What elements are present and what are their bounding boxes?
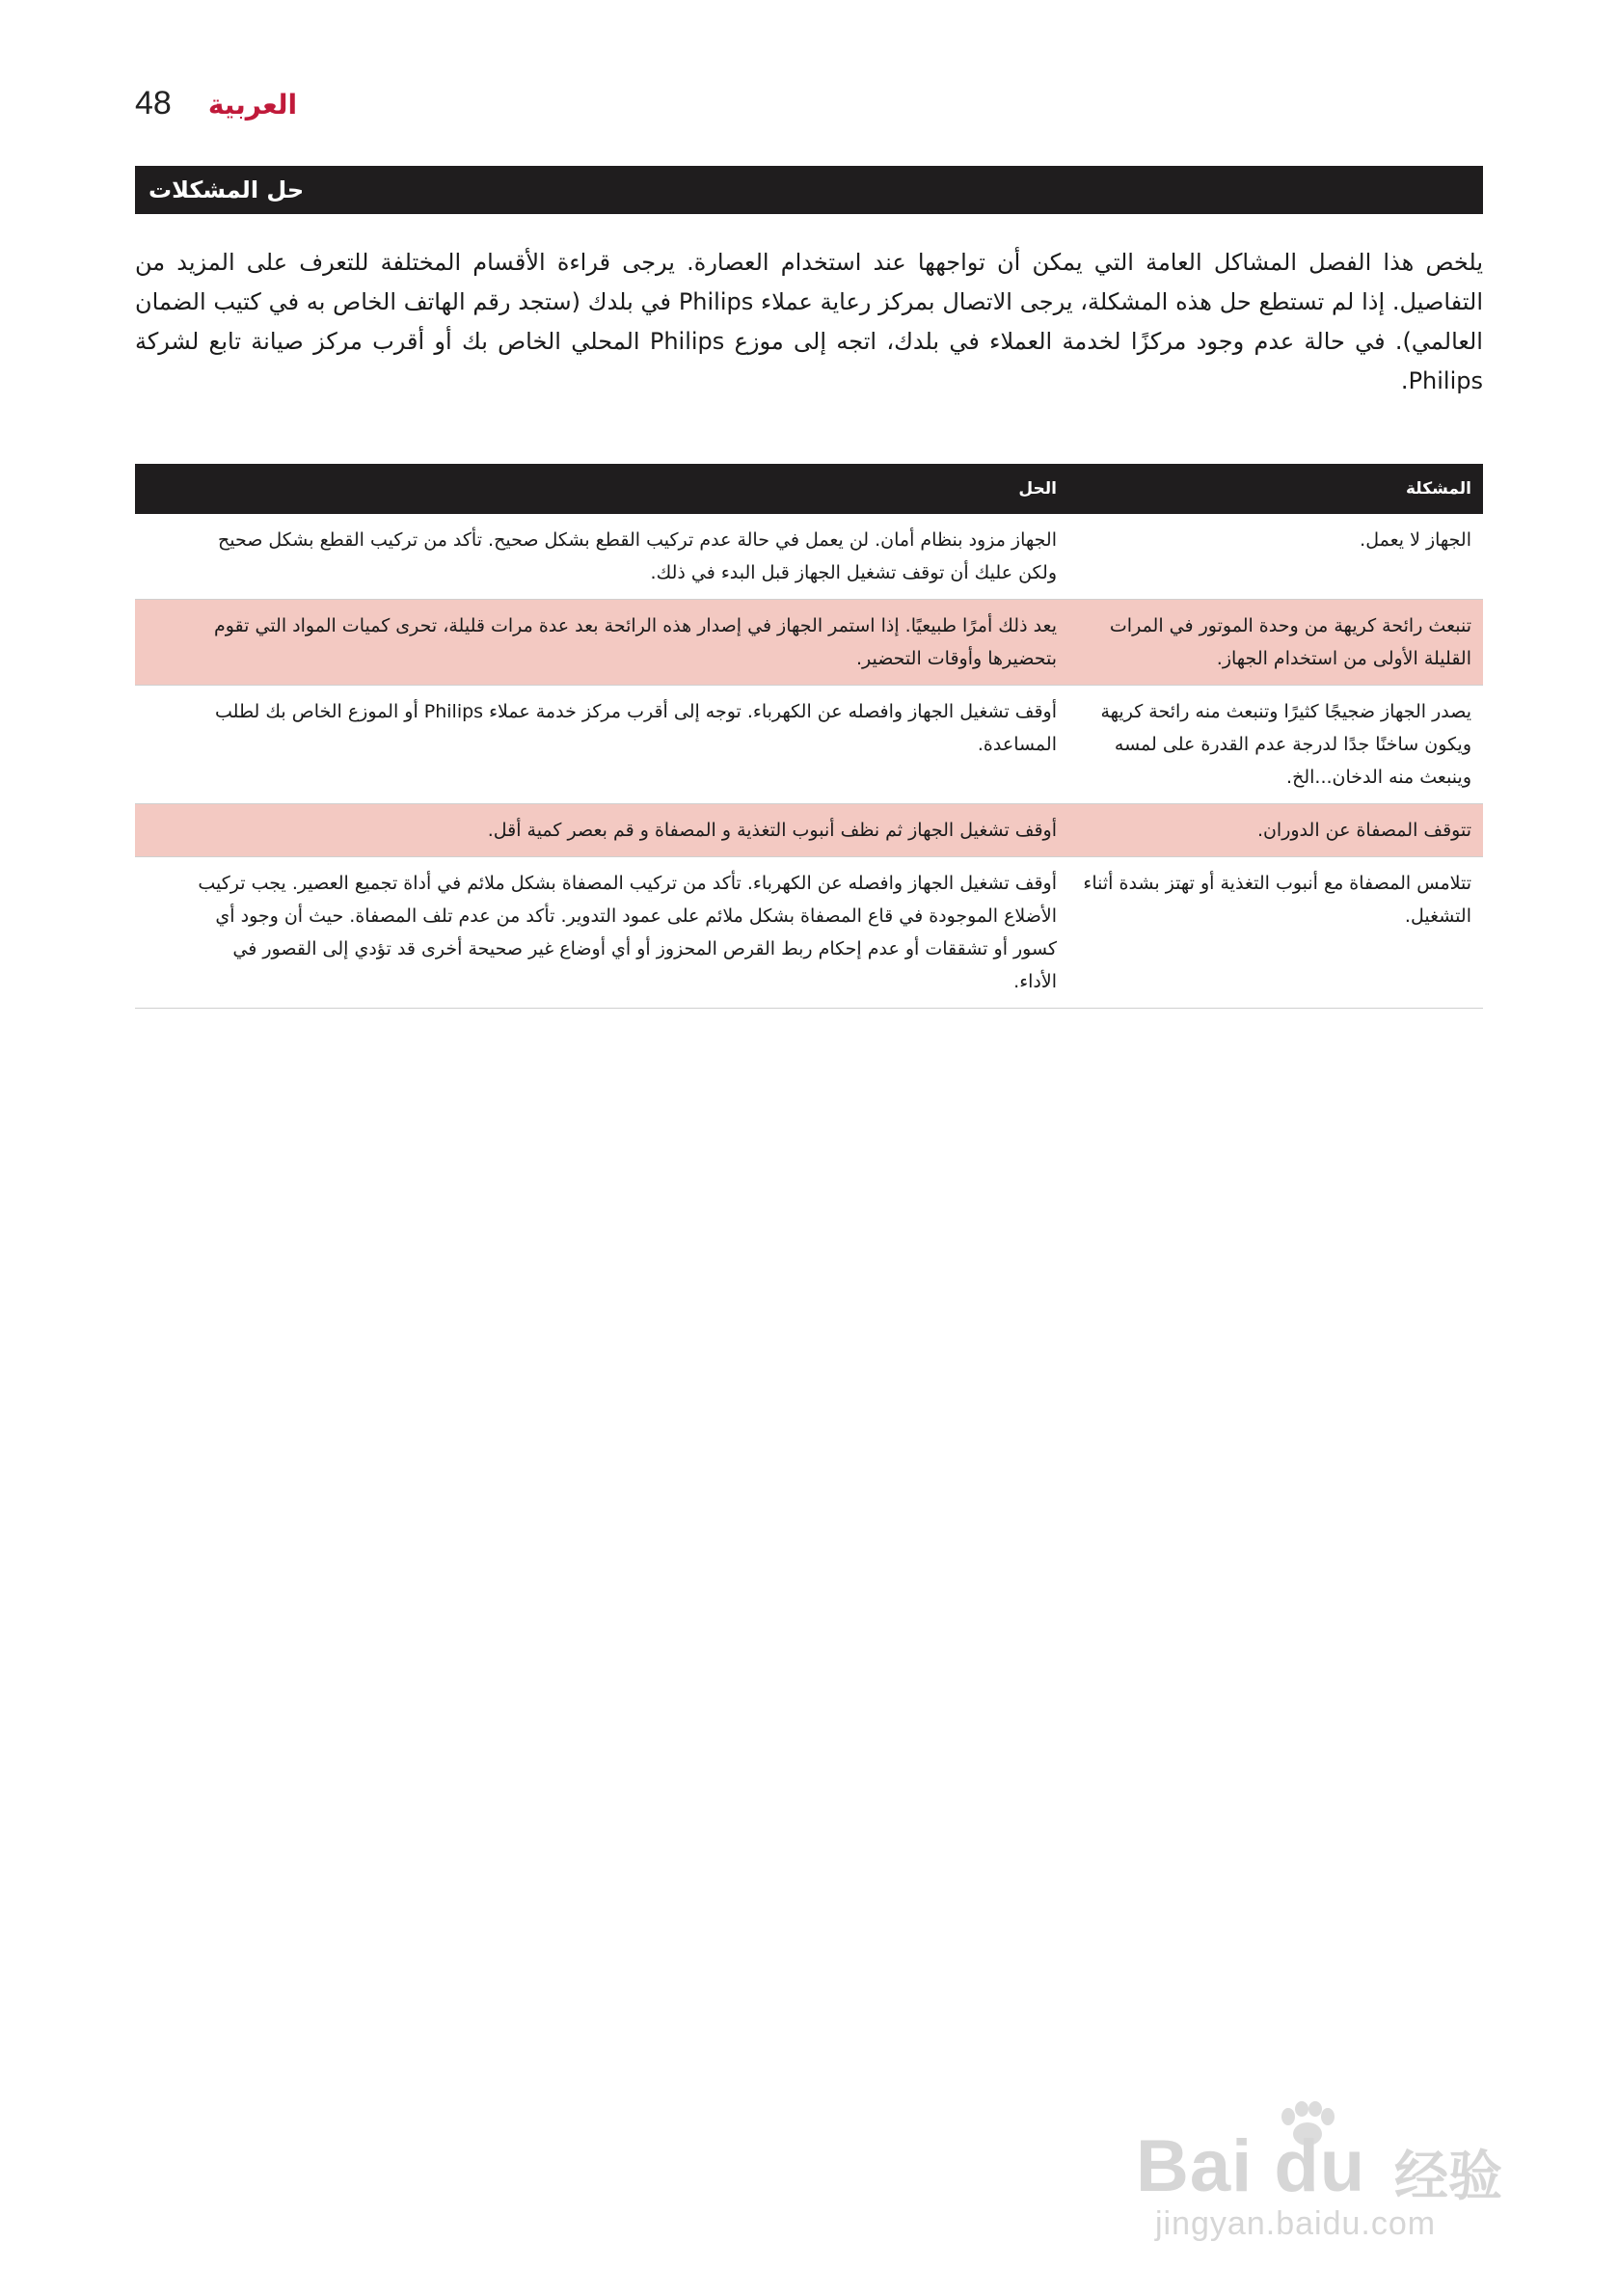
problem-cell: تنبعث رائحة كريهة من وحدة الموتور في المرات القليلة الأولى من استخدام الجهاز. xyxy=(1109,615,1471,669)
troubleshooting-table xyxy=(135,464,1483,1009)
table-row xyxy=(135,857,1483,1009)
table-row xyxy=(135,686,1483,804)
header-problem: المشكلة xyxy=(1405,479,1471,499)
table-row xyxy=(135,600,1483,686)
table-header xyxy=(135,464,1483,514)
problem-cell: الجهاز لا يعمل. xyxy=(1360,529,1471,551)
watermark-url: jingyan.baidu.com xyxy=(1155,2205,1437,2242)
solution-cell: أوقف تشغيل الجهاز ثم نظف أنبوب التغذية و المصفاة و قم بعصر كمية أقل. xyxy=(487,820,1057,841)
page-header xyxy=(135,85,297,122)
page-number: 48 xyxy=(135,85,172,122)
table-row xyxy=(135,804,1483,857)
problem-cell: يصدر الجهاز ضجيجًا كثيرًا وتنبعث منه رائحة كريهة ويكون ساخنًا جدًا لدرجة عدم القدرة على لمسه وينبعث منه الدخان...الخ. xyxy=(1100,701,1471,788)
watermark-cn: 经验 xyxy=(1394,2146,1502,2206)
solution-cell: الجهاز مزود بنظام أمان. لن يعمل في حالة عدم تركيب القطع بشكل صحيح. تأكد من تركيب القطع بشكل صحيح ولكن عليك أن توقف تشغيل الجهاز قبل البدء في ذلك. xyxy=(217,529,1057,583)
table-row xyxy=(135,514,1483,600)
problem-cell: تتلامس المصفاة مع أنبوب التغذية أو تهتز بشدة أثناء التشغيل. xyxy=(1083,873,1471,927)
section-title-bar xyxy=(135,166,1483,214)
intro-paragraph: يلخص هذا الفصل المشاكل العامة التي يمكن أن تواجهها عند استخدام العصارة. يرجى قراءة الأقسام المختلفة للتعرف على المزيد من التفاصيل. إذا لم تستطع حل هذه المشكلة، يرجى الاتصال بمركز رعاية عملاء Philips في بلدك (ستجد رقم الهاتف الخاص به في كتيب الضمان العالمي). في حالة عدم وجود مركزًا لخدمة العملاء في بلدك، اتجه إلى موزع Philips المحلي الخاص بك أو أقرب مركز صيانة تابع لشركة Philips. xyxy=(135,249,1483,394)
solution-cell: أوقف تشغيل الجهاز وافصله عن الكهرباء. توجه إلى أقرب مركز خدمة عملاء Philips أو الموزع الخاص بك لطلب المساعدة. xyxy=(215,701,1057,755)
baidu-watermark xyxy=(1136,2124,1502,2250)
language-label: العربية xyxy=(207,89,298,121)
header-solution: الحل xyxy=(1018,479,1057,499)
watermark-logo: Bai du xyxy=(1136,2125,1366,2207)
solution-cell: أوقف تشغيل الجهاز وافصله عن الكهرباء. تأكد من تركيب المصفاة بشكل ملائم في أداة تجميع العصير. يجب تركيب الأضلاع الموجودة في قاع المصفاة بشكل ملائم على عمود التدوير. تأكد من عدم تلف المصفاة. حيث أن وجود أي كسور أو تشققات أو عدم إحكام ربط القرص المحزوز أو أي أوضاع غير صحيحة أخرى قد تؤدي إلى القصور في الأداء. xyxy=(198,873,1057,992)
solution-cell: يعد ذلك أمرًا طبيعيًا. إذا استمر الجهاز في إصدار هذه الرائحة بعد عدة مرات قليلة، تحرى كميات المواد التي تقوم بتحضيرها وأوقات التحضير. xyxy=(213,615,1057,669)
problem-cell: تتوقف المصفاة عن الدوران. xyxy=(1256,820,1471,841)
section-title: حل المشكلات xyxy=(148,176,305,203)
